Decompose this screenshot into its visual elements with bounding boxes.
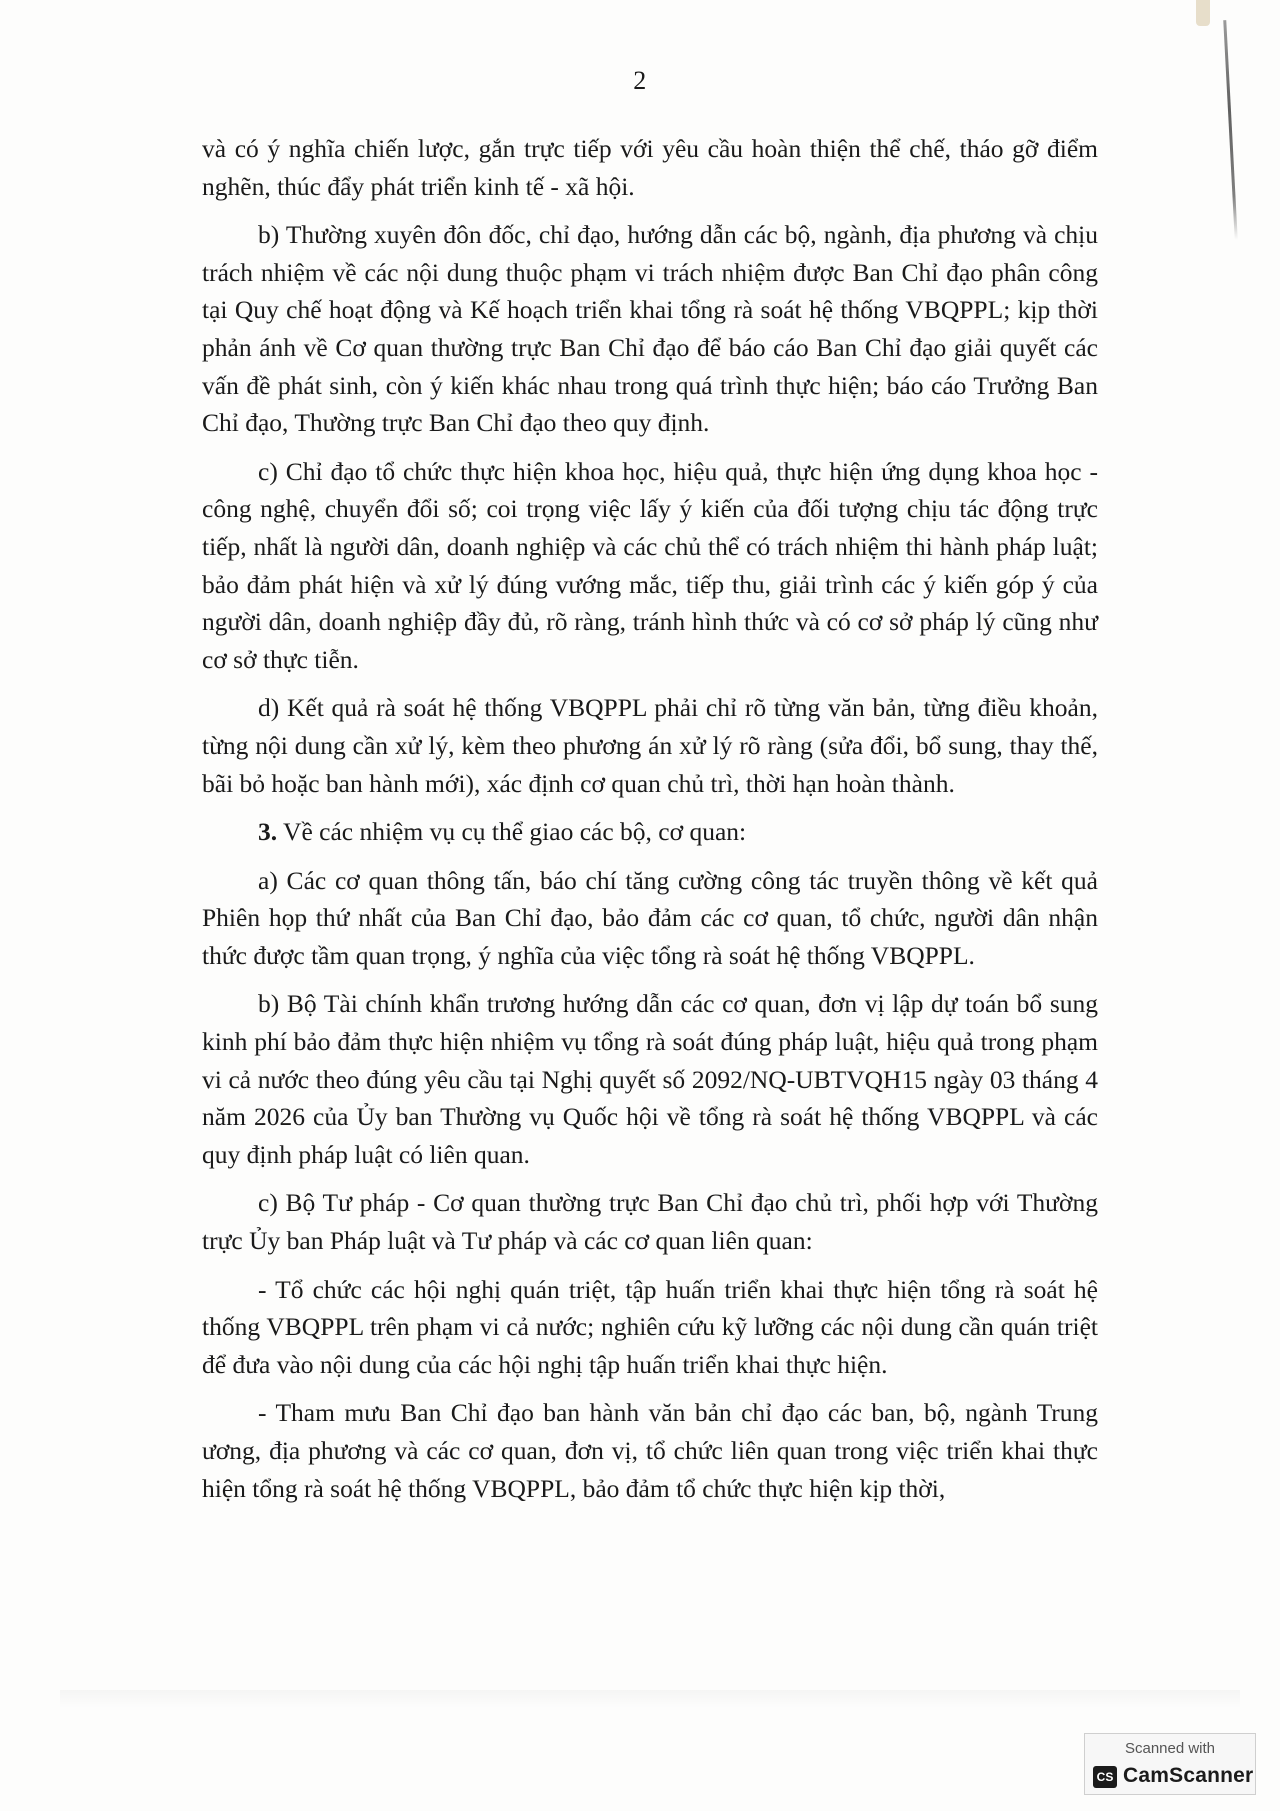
watermark-top-text: Scanned with [1124,1740,1216,1757]
bullet-item-2: - Tham mưu Ban Chỉ đạo ban hành văn bản chỉ đạo các ban, bộ, ngành Trung ương, địa phương và các cơ quan, đơn vị, tổ chức liên quan trong việc triển khai thực hiện tổng rà soát hệ thống VBQPPL, bảo đảm tổ chức thực hiện kịp thời, [202,1398,1098,1503]
paragraph-c: c) Chỉ đạo tổ chức thực hiện khoa học, hiệu quả, thực hiện ứng dụng khoa học - công nghệ, chuyển đổi số; coi trọng việc lấy ý kiến của đối tượng chịu tác động trực tiếp, nhất là người dân, doanh nghiệp và các chủ thể có trách nhiệm thi hành pháp luật; bảo đảm phát hiện và xử lý đúng vướng mắc, tiếp thu, giải trình các ý kiến góp ý của người dân, doanh nghiệp đầy đủ, rõ ràng, tránh hình thức và có cơ sở pháp lý cũng như cơ sở thực tiễn. [202,456,1098,674]
paragraph-d: d) Kết quả rà soát hệ thống VBQPPL phải chỉ rõ từng văn bản, từng điều khoản, từng nội dung cần xử lý, kèm theo phương án xử lý rõ ràng (sửa đổi, bổ sung, thay thế, bãi bỏ hoặc ban hành mới), xác định cơ quan chủ trì, thời hạn hoàn thành. [202,693,1098,798]
section-3-number: 3. [258,817,278,847]
watermark-brand: CamScanner [1123,1764,1254,1787]
paragraph-3b: b) Bộ Tài chính khẩn trương hướng dẫn các cơ quan, đơn vị lập dự toán bổ sung kinh phí bảo đảm thực hiện nhiệm vụ tổng rà soát đúng pháp luật, hiệu quả trong phạm vi cả nước theo đúng yêu cầu tại Nghị quyết số 2092/NQ-UBTVQH15 ngày 03 tháng 4 năm 2026 của Ủy ban Thường vụ Quốc hội về tổng rà soát hệ thống VBQPPL và các quy định pháp luật có liên quan. [202,989,1098,1169]
scan-edge-mark [1196,0,1210,26]
paragraph-b: b) Thường xuyên đôn đốc, chỉ đạo, hướng dẫn các bộ, ngành, địa phương và chịu trách nhiệm về các nội dung thuộc phạm vi trách nhiệm được Ban Chỉ đạo phân công tại Quy chế hoạt động và Kế hoạch triển khai tổng rà soát hệ thống VBQPPL; kịp thời phản ánh về Cơ quan thường trực Ban Chỉ đạo để báo cáo Ban Chỉ đạo giải quyết các vấn đề phát sinh, còn ý kiến khác nhau trong quá trình thực hiện; báo cáo Trưởng Ban Chỉ đạo, Thường trực Ban Chỉ đạo theo quy định. [202,220,1098,438]
bullet-item-1: - Tổ chức các hội nghị quán triệt, tập huấn triển khai thực hiện tổng rà soát hệ thống VBQPPL trên phạm vi cả nước; nghiên cứu kỹ lưỡng các nội dung cần quán triệt để đưa vào nội dung của các hội nghị tập huấn triển khai thực hiện. [202,1274,1098,1379]
camscanner-watermark [1084,1733,1256,1795]
scan-edge-line [1223,20,1238,240]
scan-bottom-shadow [60,1690,1240,1708]
paragraph-3c: c) Bộ Tư pháp - Cơ quan thường trực Ban Chỉ đạo chủ trì, phối hợp với Thường trực Ủy ban Pháp luật và Tư pháp và các cơ quan liên quan: [202,1188,1098,1256]
section-3-text: Về các nhiệm vụ cụ thể giao các bộ, cơ quan: [277,817,747,847]
document-body [202,130,1098,1518]
page-number: 2 [633,66,647,95]
camscanner-logo-icon: CS [1093,1766,1117,1788]
paragraph-continuation: và có ý nghĩa chiến lược, gắn trực tiếp với yêu cầu hoàn thiện thể chế, tháo gỡ điểm nghẽn, thúc đẩy phát triển kinh tế - xã hội. [202,134,1098,201]
paragraph-3a: a) Các cơ quan thông tấn, báo chí tăng cường công tác truyền thông về kết quả Phiên họp thứ nhất của Ban Chỉ đạo, bảo đảm các cơ quan, tổ chức, người dân nhận thức được tầm quan trọng, ý nghĩa của việc tổng rà soát hệ thống VBQPPL. [202,865,1098,970]
section-3-heading [202,813,1098,851]
